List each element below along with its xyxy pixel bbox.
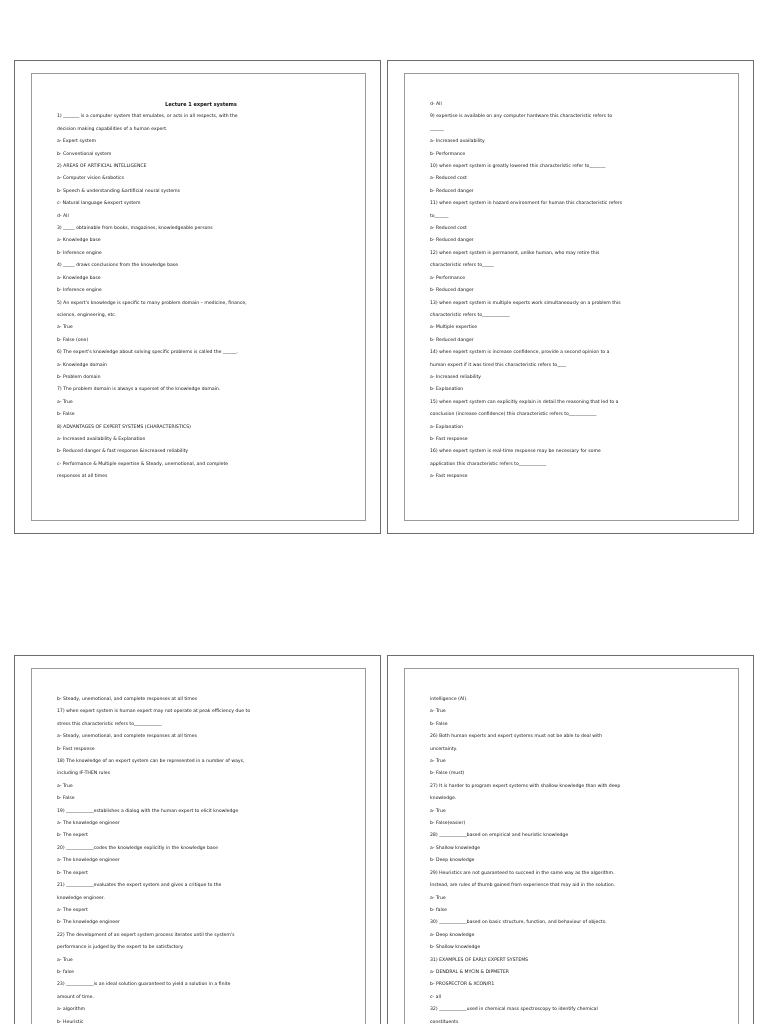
text-line: a- algorithm: [57, 1007, 86, 1013]
text-line: b- Fast response: [430, 436, 468, 442]
page-frame: [404, 668, 739, 1024]
text-line: 32) ____________used in chemical mass spectroscopy to identify chemical: [430, 1007, 598, 1013]
text-line: knowledge engineer.: [57, 895, 105, 901]
text-line: ______: [430, 126, 444, 132]
text-line: b- false: [430, 907, 447, 913]
text-line: b- Inference engine: [57, 250, 102, 256]
text-line: d- All: [430, 102, 442, 107]
text-line: b- Speech & understanding &artificial neural systems: [57, 188, 181, 194]
text-line: a- True: [57, 783, 73, 789]
text-line: 23) ____________is an ideal solution guaranteed to yield a solution in a finite: [57, 982, 231, 988]
text-line: a- Explanation: [430, 424, 464, 430]
text-line: 27) It is harder to program expert systems with shallow knowledge than with deep: [430, 783, 621, 789]
text-line: c- Natural language &expert system: [57, 201, 141, 207]
text-line: a- True: [430, 895, 446, 901]
text-line: intelligence (AI).: [430, 697, 468, 702]
text-line: b- Shallow knowledge: [430, 945, 481, 951]
text-line: a- Increased reliability: [430, 374, 481, 380]
text-line: a- Increased availability: [430, 139, 485, 145]
text-line: 8) ADVANTAGES OF EXPERT SYSTEMS (CHARACTERISTICS): [57, 424, 191, 430]
document-page-2: [387, 60, 754, 534]
text-line: knowledge.: [430, 796, 457, 802]
text-line: a- Reduced cost: [430, 226, 467, 232]
text-line: 18) The knowledge of an expert system can be represented in a number of ways,: [57, 759, 245, 765]
text-line: decision making capabilities of a human expert.: [57, 126, 168, 132]
text-line: 22) The development of an expert system process iterates until the system's: [57, 932, 235, 938]
text-line: b- Inference engine: [57, 288, 102, 294]
text-line: 20) ____________codes the knowledge explicitly in the knowledge base: [57, 845, 218, 851]
text-line: 19) ____________establishes a dialog with the human expert to elicit knowledge: [57, 808, 239, 814]
text-line: 12) when expert system is permanent, unlike human, who may retire this: [430, 250, 600, 256]
page-content: [57, 99, 345, 484]
text-line: 7) The problem domain is always a superset of the knowledge domain.: [57, 387, 221, 393]
text-line: 28) ____________based on empirical and heuristic knowledge: [430, 833, 569, 839]
text-line: a- Fast response: [430, 474, 468, 480]
text-line: b- Heuristic: [57, 1019, 84, 1024]
text-line: a- True: [57, 399, 73, 405]
text-line: a- Computer vision &robotics: [57, 176, 124, 182]
page-frame: [31, 73, 366, 521]
page-frame: [31, 668, 366, 1024]
lecture-title: Lecture 1 expert systems: [165, 102, 237, 108]
document-page-4: [387, 655, 754, 1024]
text-line: a- True: [430, 709, 446, 715]
text-line: a- True: [57, 957, 73, 963]
text-line: a- The knowledge engineer: [57, 821, 120, 827]
text-line: a- Knowledge base: [57, 238, 101, 244]
text-line: constituents: [430, 1019, 459, 1024]
text-line: a- Multiple expertise: [430, 325, 478, 331]
text-line: b- Performance: [430, 151, 466, 157]
text-line: application this characteristic refers to____________: [430, 461, 547, 467]
text-line: a- True: [430, 759, 446, 765]
text-line: b- The expert: [57, 833, 88, 839]
text-line: Instead, are rules of thumb gained from experience that may aid in the solution.: [430, 883, 616, 889]
text-line: b- False (one): [57, 337, 89, 343]
text-line: 1) _______ is a computer system that emulates, or acts in all respects, with the: [57, 114, 238, 120]
text-line: a- True: [430, 808, 446, 814]
text-line: a- Deep knowledge: [430, 932, 475, 938]
text-line: stress this characteristic refers to____________: [57, 721, 162, 727]
text-line: 21) ____________evaluates the expert system and gives a critique to the: [57, 883, 222, 889]
text-line: c- all: [430, 994, 442, 1000]
document-page-1: [14, 60, 381, 534]
text-line: b- Reduced danger: [430, 188, 474, 194]
text-line: b- Explanation: [430, 387, 464, 393]
text-line: b- false: [57, 969, 74, 975]
text-line: 26) Both human experts and expert systems must not be able to deal with: [430, 734, 603, 740]
page-frame: [404, 73, 739, 521]
text-line: a- Reduced cost: [430, 176, 467, 182]
text-line: a- True: [57, 325, 73, 331]
text-line: b- Reduced danger & fast response &increased reliability: [57, 449, 189, 455]
text-line: a- DENDRAL & MYCIN & DIPMETER: [430, 969, 510, 975]
text-line: characteristic refers to_____: [430, 263, 494, 269]
text-line: characteristic refers to____________: [430, 312, 510, 318]
text-line: uncertainty.: [430, 746, 458, 752]
text-line: b- False(easier): [430, 821, 466, 827]
text-line: b- Conventional system: [57, 151, 112, 157]
text-line: 15) when expert system can explicitly explain in detail the reasoning that led to a: [430, 399, 619, 405]
text-line: b- Problem domain: [57, 374, 101, 380]
text-line: b- Steady, unemotional, and complete responses at all times: [57, 697, 198, 702]
text-line: conclusion (increase confidence) this characteristic refers to____________: [430, 412, 597, 418]
text-line: 10) when expert system is greatly lowered this characteristic refer to_______: [430, 164, 606, 170]
text-line: a- Increased availability & Explanation: [57, 436, 146, 442]
text-line: performance is judged by the expert to be satisfactory.: [57, 945, 184, 951]
text-line: b- Deep knowledge: [430, 858, 475, 864]
text-line: b- Reduced danger: [430, 337, 474, 343]
text-line: c- Performance & Multiple expertise & Steady, unemotional, and complete: [57, 461, 229, 467]
text-line: 9) expertise is available on any computer hardware this characteristic refers to: [430, 114, 613, 120]
text-line: b- The knowledge engineer: [57, 920, 120, 926]
text-line: a- Steady, unemotional, and complete responses at all times: [57, 734, 198, 740]
page-content: [430, 694, 718, 1024]
text-line: d- All: [57, 213, 69, 219]
text-line: science, engineering, etc.: [57, 312, 117, 318]
text-line: 11) when expert system in hazard environment for human this characteristic refers: [430, 201, 623, 207]
text-line: a- Knowledge base: [57, 275, 101, 281]
document-page-3: [14, 655, 381, 1024]
text-line: 16) when expert system is real-time response may be necessary for some: [430, 449, 601, 455]
text-line: including IF-THEN rules: [57, 771, 110, 777]
text-line: responses at all times: [57, 474, 108, 480]
text-line: 31) EXAMPLES OF EARLY EXPERT SYSTEMS: [430, 957, 529, 963]
text-line: b- The expert: [57, 870, 88, 876]
text-line: a- The knowledge engineer: [57, 858, 120, 864]
text-line: 29) Heuristics are not guaranteed to succeed in the same way as the algorithm.: [430, 870, 615, 876]
text-line: b- False: [57, 796, 75, 802]
text-line: b- False: [57, 412, 75, 418]
text-line: b- Reduced danger: [430, 238, 474, 244]
text-line: human expert if it was tired this characteristic refers to____: [430, 362, 567, 368]
text-line: 13) when expert system is multiple experts work simultaneously on a problem this: [430, 300, 621, 306]
page-content: [430, 99, 718, 484]
text-line: to______: [430, 213, 449, 219]
text-line: b- Reduced danger: [430, 288, 474, 294]
text-line: 6) The expert's knowledge about solving specific problems is called the ______.: [57, 350, 239, 356]
text-line: a- The expert: [57, 907, 88, 913]
text-line: 5) An expert's knowledge is specific to many problem domain – medicine, finance,: [57, 300, 247, 306]
text-line: b- False (must): [430, 771, 465, 777]
text-line: b- PROSPECTOR & XCON/R1: [430, 982, 495, 988]
text-line: b- Fast response: [57, 746, 95, 752]
text-line: a- Performance: [430, 275, 466, 281]
text-line: a- Shallow knowledge: [430, 845, 481, 851]
text-line: 17) when expert system is human expert may not operate at peak efficiency due to: [57, 709, 251, 715]
text-line: b- False: [430, 721, 448, 727]
text-line: amount of time.: [57, 994, 94, 1000]
text-line: 14) when expert system is increase confidence, provide a second opinion to a: [430, 350, 610, 356]
text-line: 30) ____________based on basic structure, function, and behaviour of objects.: [430, 920, 607, 926]
page-content: [57, 694, 345, 1024]
text-line: a- Knowledge domain: [57, 362, 107, 368]
text-line: 4) _____ draws conclusions from the knowledge base: [57, 263, 179, 269]
text-line: a- Expert system: [57, 139, 97, 145]
text-line: 2) AREAS OF ARTIFICIAL INTELLIGENCE: [57, 164, 147, 170]
text-line: 3) _____ obtainable from books, magazines, knowledgeable persons: [57, 226, 213, 232]
